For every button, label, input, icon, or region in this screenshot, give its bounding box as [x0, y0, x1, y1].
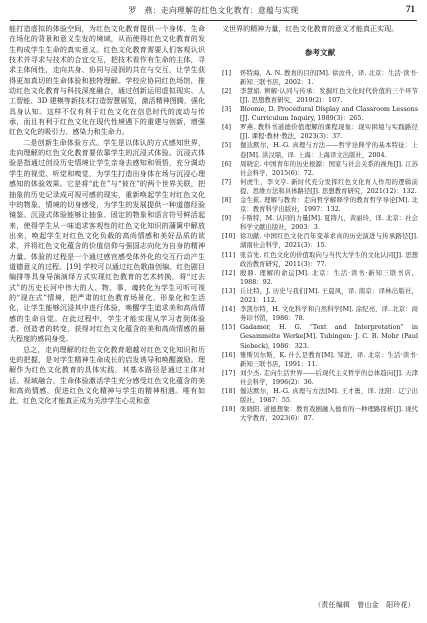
- reference-number: [16]: [222, 350, 236, 359]
- reference-text: 雅斯贝尔斯，K. 什么是教育[M]. 邹进，译. 北京：生活·读书·新知三联书店，1991：11.: [240, 350, 418, 368]
- reference-item: [222, 123, 418, 141]
- reference-item: [222, 269, 418, 287]
- left-column: [9, 24, 205, 407]
- reference-text: 刘少杰. 走向生活世界——后现代主义哲学的总体趋向[J]. 天津社会科学，1996(2)：36.: [240, 368, 418, 386]
- reference-number: [17]: [222, 368, 236, 377]
- reference-item: [222, 369, 418, 387]
- reference-text: 张首先. 红色文化的价值取向与当代大学生的文化认同[J]. 思想政治教育研究，2011(3)：77.: [240, 250, 418, 268]
- reference-number: [6]: [222, 159, 232, 168]
- reference-text: 何虎生，李文亨. 新时代充分发挥红色文化育人作用的逻辑前提、思维方法和具体路径[J]. 思想教育研究，2021(12)：132.: [240, 177, 418, 195]
- page-header: [10, 0, 417, 21]
- reference-item: [222, 323, 418, 350]
- references-list: [222, 69, 418, 424]
- reference-text: 徐功献. 中国红色文化百年变革求真的历史演进与传承路径[J]. 湖南社会科学，2021(3)：15.: [240, 232, 418, 250]
- reference-text: Bloome, D. Procedural Display and Classroom Lessons [J]. Curriculum Inquiry, 1989(3)：265.: [240, 105, 418, 123]
- reference-item: [222, 160, 418, 178]
- reference-number: [10]: [222, 232, 236, 241]
- reference-item: [222, 141, 418, 159]
- reference-item: [222, 351, 418, 369]
- reference-item: [222, 232, 418, 250]
- reference-item: [222, 251, 418, 269]
- reference-text: 金生鈜. 理解与教育：走向哲学解释学的教育哲学导论[M]. 北京：教育科学出版社，1997：132.: [240, 196, 418, 214]
- reference-text: 李凯尔特，H. 文化科学和自然科学[M]. 涂纪亮，译. 北京：商务印书馆，1986：78.: [240, 305, 418, 323]
- reference-number: [1]: [222, 68, 232, 77]
- reference-text: 怀特海，A. N. 教育的目的[M]. 徐汝舟，译. 北京：生活·读书·新知三联书店，2002：1.: [240, 68, 418, 86]
- reference-text: 殷鼎. 理解的命运[M]. 北京：生活·读书·新知三联书店，1988：92.: [240, 268, 418, 286]
- reference-text: 罗燕. 教科书道德价值理解的课程现象：现实困境与实践路径[J]. 课程·教材·教法，2023(3)：37.: [240, 123, 418, 141]
- running-title: 罗 燕：走向理解的红色文化教育：意蕴与实现: [128, 6, 299, 15]
- body-paragraph: 总之，走向理解的红色文化教育超越对红色文化知识和历史的把握，是对学生精神生命成长的启发诱导和唤醒激励。理解作为红色文化教育的具体实践，其基本路径是通过主体对话、视域融合、生命体验激活学生充分感受红色文化蕴含的美和高尚情感，促进红色文化精神与学生的精神相遇。唯有如此，红色文化才能真正成为关涉学生心灵和意: [9, 344, 205, 406]
- reference-item: [222, 305, 418, 323]
- reference-item: [222, 214, 418, 232]
- reference-text: 丘比特，J. 历史与我们[M]. 王晨风，译. 南京：译林出版社，2021：112.: [240, 286, 418, 305]
- reference-text: 李慧娟. 辨解·认同与传承：发掘红色文化时代价值的三个环节[J]. 思想教育研究，2019(2)：107.: [240, 86, 418, 104]
- body-paragraph: 二是创新生命体验方式。学生是以体认的方式感知世界，走向理解的红色文化教育要依靠学生的沉浸式体验。沉浸式体验是指通过创设历史情境让学生亲身去感知和领悟，充分调动学生的视觉、听觉和嗅觉，为学生打造出身体在场与沉浸心理感知的体验效果。它是将“此在”与“彼在”的两个世界关联，把抽象的历史记录成可视可感的现实，重新唤起学生对红色文化中的物象、情境的切身感受，为学生的发展提供一种道德经验镜鉴。沉浸式体验能够让抽象、固定的物象和语言符号鲜活起来，使得学生从一味追求客观性的红色文化知识的藩篱中解放出来，唤起学生对红色文化负载的高尚情感和美好品质的欲求，并将红色文化蕴含的价值信仰与强国志向化为自身的精神力量。体验的过程是一个通过感官感受体外化的交互行动产生道德意义的过程。[19] 学校可以通过红色歌曲创编、红色剧目编排等具身导演演绎方式实现红色教育的艺术转换，将“过去式”的历史长河中伟大的人、物、事、魂转化为学生可听可视的“现在式”情境，把严肃的红色教育场景化、形象化和生活化，让学生能够沉浸其中进行体验，唤醒学生追求美和高尚情感的生命自觉。在此过程中，学生才能实现从学习者到体验者、创造者的转变，获得对红色文化蕴含的美和高尚情感的最大程度的感同身受。: [9, 137, 205, 344]
- reference-number: [3]: [222, 105, 232, 114]
- reference-number: [19]: [222, 405, 236, 414]
- reference-text: 卡斯特，M. 认同的力量[M]. 夏铸九，黄丽玲，译. 北京：社会科学文献出版社，2003：3.: [240, 214, 418, 232]
- reference-text: 周晓宏. 中国青年的历史根源：国家与社会关系的视角[J]. 江苏社会科学，2015(6)：72.: [240, 159, 418, 177]
- body-paragraph: 能打造虚拟的体验空间，为红色文化教育提供一个身体、生命在场化的背景和意义生发的境域，从而使得红色文化教育的发生构成学生生命的真实意义。红色文化教育需要人们客观认识技术并寻求与技术的合宜交互，把技术看作有生命的主体，寻求主体间性，走向共身、协同与浸润的共在与交互，让学生获得更加真切的生命体验和独特理解。学校应协同红色场馆，推动红色文化教育与科技深度融合，通过创新运用虚拟现实、人工智能、3D 建模等新技术打造智慧展览，激活精神图腾，强化具身认知。这样不仅有利于红色文化在信息时代的流动与传承，而且有利于红色文化在现代性境遇下的重建与创新，增强红色文化的吸引力、感染力和生命力。: [9, 24, 205, 137]
- reference-number: [8]: [222, 196, 232, 204]
- reference-number: [11]: [222, 250, 236, 259]
- right-column-intro: 义世界的精神力量，红色文化教育的意义才能真正实现。: [222, 24, 399, 33]
- reference-number: [7]: [222, 177, 232, 186]
- page-number: 71: [406, 4, 415, 14]
- reference-item: [222, 387, 418, 405]
- reference-text: 张晓阳. 道德想象：教育戏剧融入德育的一种理路探析[J]. 现代大学教育，2023(6)：87.: [240, 405, 418, 423]
- reference-number: [5]: [222, 141, 232, 150]
- reference-number: [12]: [222, 268, 236, 277]
- reference-number: [2]: [222, 86, 232, 95]
- reference-item: [222, 196, 418, 214]
- reference-text: 伽达默尔，H.-G. 真理与方法——哲学诠释学的基本特征：上卷[M]. 洪汉鼎，译. 上海：上海译文出版社，2004.: [240, 141, 418, 159]
- reference-number: [14]: [222, 305, 236, 314]
- references-title: 参考文献: [304, 48, 336, 58]
- reference-number: [13]: [222, 286, 236, 295]
- editor-credit: （责任编辑 曾山金 阳玲花）: [314, 601, 415, 609]
- reference-number: [18]: [222, 386, 236, 395]
- right-column: [222, 24, 418, 423]
- reference-item: [222, 69, 418, 87]
- reference-item: [222, 287, 418, 305]
- reference-text: 伽达默尔，H.-G. 真理与方法[M]. 王才勇，译. 沈阳：辽宁出版社，1987：55.: [240, 386, 418, 405]
- reference-item: [222, 405, 418, 423]
- reference-item: [222, 87, 418, 105]
- reference-number: [15]: [222, 323, 236, 332]
- reference-item: [222, 178, 418, 196]
- reference-item: [222, 105, 418, 123]
- reference-text: Gadamer, H. G. “Text and Interpretation” in Gesammelte Werke[M]. Tubingen: J. C. B. Mohr (Paul Siebeck), 1986：323.: [240, 323, 418, 350]
- reference-number: [9]: [222, 214, 232, 223]
- reference-number: [4]: [222, 123, 232, 132]
